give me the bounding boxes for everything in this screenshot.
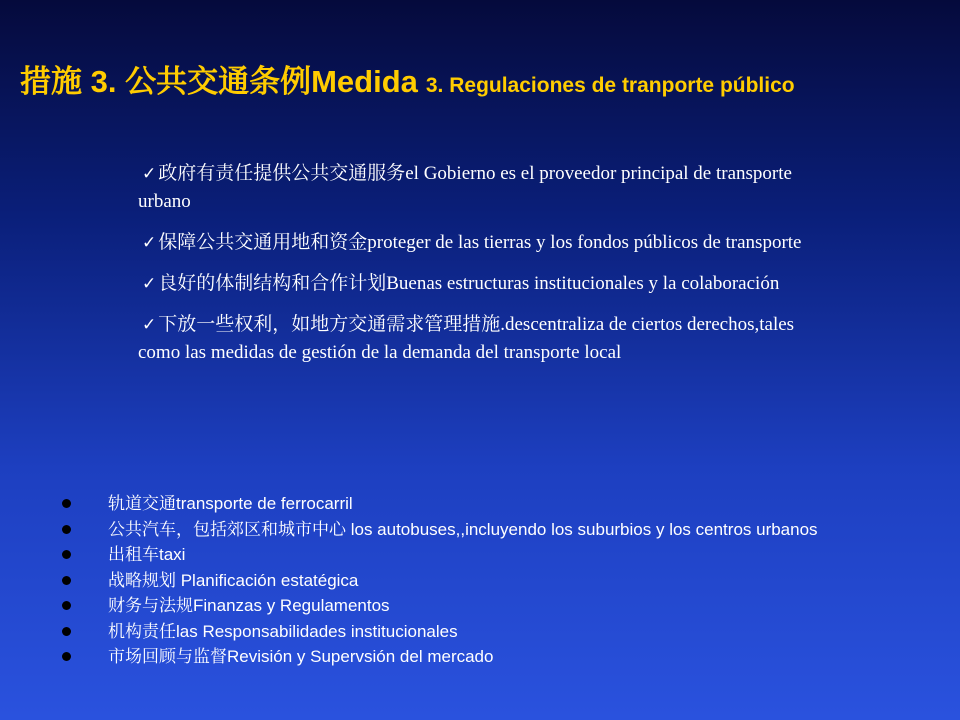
check-mark-icon: ✓ bbox=[142, 164, 157, 183]
check-list-item bbox=[138, 311, 838, 367]
bullet-dot-icon bbox=[62, 601, 71, 610]
slide-title-sub: 3. Regulaciones de tranporte público bbox=[425, 74, 795, 97]
check-mark-icon: ✓ bbox=[142, 233, 157, 252]
bullet-list-item-text: 出租车taxi bbox=[108, 545, 186, 564]
bullet-list-item bbox=[58, 619, 938, 645]
bullet-list bbox=[58, 491, 938, 670]
check-list-item-text: 政府有责任提供公共交通服务el Gobierno es el proveedor principal de transporte urbano bbox=[138, 163, 792, 212]
bullet-list-item-text: 财务与法规Finanzas y Regulamentos bbox=[108, 596, 390, 615]
bullet-list-item bbox=[58, 568, 938, 594]
bullet-list-item bbox=[58, 644, 938, 670]
bullet-list-item bbox=[58, 542, 938, 568]
bullet-dot-icon bbox=[62, 525, 71, 534]
check-list-item-text: 下放一些权利，如地方交通需求管理措施.descentraliza de ciertos derechos,tales como las medidas de gestión de la demanda del transporte local bbox=[138, 314, 795, 363]
bullet-dot-icon bbox=[62, 627, 71, 636]
check-mark-icon: ✓ bbox=[142, 274, 157, 293]
bullet-list-item-text: 机构责任las Responsabilidades institucionales bbox=[108, 621, 458, 641]
slide-title bbox=[20, 56, 950, 101]
bullet-dot-icon bbox=[62, 550, 71, 559]
bullet-list-item bbox=[58, 593, 938, 619]
slide-title-main: 措施 3. 公共交通条例Medida bbox=[20, 64, 418, 99]
check-list-item-text: 良好的体制结构和合作计划Buenas estructuras institucionales y la colaboración bbox=[158, 273, 780, 294]
check-list bbox=[138, 160, 838, 380]
bullet-dot-icon bbox=[62, 499, 71, 508]
bullet-dot-icon bbox=[62, 652, 71, 661]
check-list-item bbox=[138, 229, 838, 257]
bullet-dot-icon bbox=[62, 576, 71, 585]
check-list-item bbox=[138, 160, 838, 216]
check-mark-icon: ✓ bbox=[142, 315, 157, 334]
bullet-list-item-text: 市场回顾与监督Revisión y Supervsión del mercado bbox=[108, 647, 494, 666]
bullet-list-item bbox=[58, 491, 938, 517]
bullet-list-item-text: 战略规划 Planificación estatégica bbox=[108, 570, 359, 590]
bullet-list-item-text: 公共汽车，包括郊区和城市中心 los autobuses,,incluyendo los suburbios y los centros urbanos bbox=[108, 519, 818, 539]
bullet-list-item-text: 轨道交通transporte de ferrocarril bbox=[108, 494, 353, 513]
check-list-item bbox=[138, 270, 838, 298]
check-list-item-text: 保障公共交通用地和资金proteger de las tierras y los fondos públicos de transporte bbox=[158, 232, 802, 253]
bullet-list-item bbox=[58, 517, 938, 543]
